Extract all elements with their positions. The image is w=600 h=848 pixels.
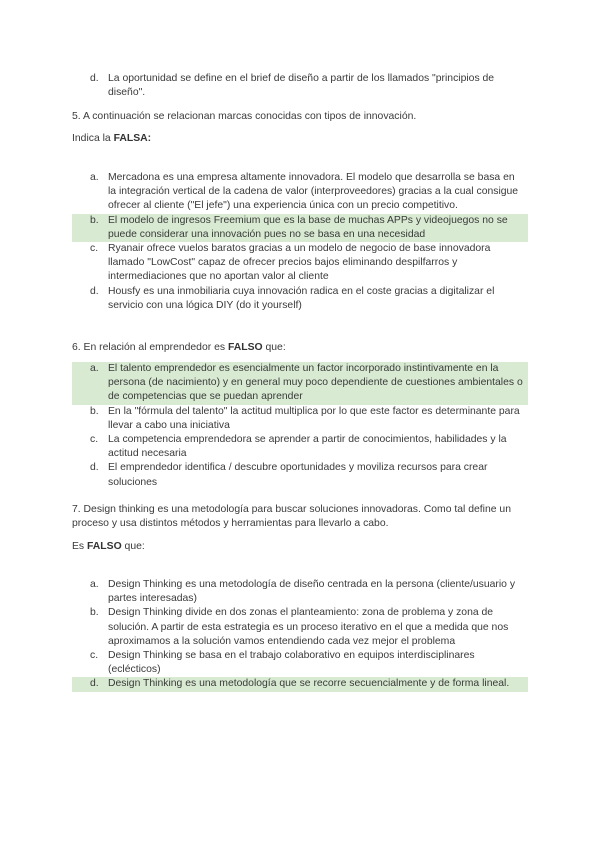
q7-prompt-text: Es: [72, 541, 88, 552]
option-letter: c.: [90, 434, 99, 446]
q6-option-b: [72, 405, 528, 433]
option-text: El modelo de ingresos Freemium que es la base de muchas APPs y videojuegos no se puede considerar una innovación pues no se basa en una necesidad: [108, 214, 508, 240]
option-text: Design Thinking es una metodología de diseño centrada en la persona (cliente/usuario y partes interesadas): [108, 579, 516, 605]
option-text: Design Thinking divide en dos zonas el planteamiento: zona de problema y zona de solución. A partir de esta estrategia es un proceso iterativo en el que a medida que nos aproximamos a la solución vamos entendiendo cada vez mejor el problema: [108, 607, 509, 647]
q6-question-suffix: que:: [262, 342, 286, 353]
q5-option-b: [72, 214, 528, 242]
option-text: Housfy es una inmobiliaria cuya innovación radica en el coste gracias a digitalizar el servicio con una lógica DIY (do it yourself): [108, 285, 495, 311]
q6-question-bold: FALSO: [227, 342, 263, 353]
option-letter: d.: [90, 285, 99, 297]
q4-option-d: [72, 72, 528, 100]
q7-options: [72, 578, 528, 692]
option-text: Design Thinking se basa en el trabajo colaborativo en equipos interdisciplinares (eclécticos): [108, 650, 475, 676]
option-letter: d.: [90, 678, 99, 690]
q7-option-c: [72, 649, 528, 677]
q5-options: [72, 171, 528, 313]
q5-prompt-text: Indica la: [72, 133, 114, 144]
option-letter: d.: [90, 73, 99, 84]
q6-question-text: 6. En relación al emprendedor es: [72, 342, 228, 353]
q7-prompt-suffix: que:: [121, 541, 145, 552]
q7-question: 7. Design thinking es una metodología para buscar soluciones innovadoras. Como tal define un proceso y usa distintos métodos y herramientas para llevarlo a cabo.: [72, 504, 511, 530]
q7-prompt: [72, 540, 528, 554]
q5-option-d: [72, 285, 528, 313]
option-text: Mercadona es una empresa altamente innovadora. El modelo que desarrolla se basa en la integración vertical de la cadena de valor (interproveedores) gracias a la cual consigue ofrecer al cliente ("El jefe") una experiencia única con un precio competitivo.: [108, 172, 519, 212]
option-letter: b.: [90, 214, 99, 226]
q5-prompt-bold: FALSA:: [113, 133, 152, 144]
option-letter: a.: [90, 579, 99, 590]
q7-option-a: [72, 578, 528, 606]
q6-option-d: [72, 461, 528, 489]
option-letter: b.: [90, 405, 99, 417]
option-letter: a.: [90, 172, 99, 183]
q5-prompt: [72, 132, 528, 146]
q6-question: [72, 341, 528, 355]
q6-option-a: [72, 362, 528, 405]
option-letter: a.: [90, 363, 99, 374]
q4-options: [72, 72, 528, 100]
option-text: El talento emprendedor es esencialmente un factor incorporado instintivamente en la persona (de nacimiento) y en general muy poco dependiente de cuestiones ambientales o de competencias que se puedan aprender: [108, 363, 523, 403]
q7-prompt-bold: FALSO: [87, 541, 122, 552]
q5-option-c: [72, 242, 528, 285]
q7-option-b: [72, 606, 528, 649]
q5-question: 5. A continuación se relacionan marcas conocidas con tipos de innovación.: [72, 111, 417, 122]
option-text: El emprendedor identifica / descubre oportunidades y moviliza recursos para crear soluciones: [108, 462, 488, 488]
q7-option-d: [72, 677, 528, 691]
q6-option-c: [72, 433, 528, 461]
option-text: En la "fórmula del talento" la actitud multiplica por lo que este factor es determinante para llevar a cabo una iniciativa: [108, 405, 520, 431]
option-text: La competencia emprendedora se aprender a partir de conocimientos, habilidades y la actitud necesaria: [108, 434, 507, 460]
option-text: Ryanair ofrece vuelos baratos gracias a un modelo de negocio de base innovadora llamado "LowCost" capaz de ofrecer precios bajos eliminando despilfarros y intermediaciones que no aportan valor al cliente: [108, 243, 491, 283]
option-letter: c.: [90, 650, 99, 662]
q6-options: [72, 362, 528, 490]
option-text: La oportunidad se define en el brief de diseño a partir de los llamados "principios de diseño".: [108, 73, 495, 99]
q5-option-a: [72, 171, 528, 214]
option-letter: b.: [90, 607, 99, 619]
option-letter: c.: [90, 243, 99, 255]
option-letter: d.: [90, 462, 99, 474]
option-text: Design Thinking es una metodología que se recorre secuencialmente y de forma lineal.: [108, 678, 510, 690]
